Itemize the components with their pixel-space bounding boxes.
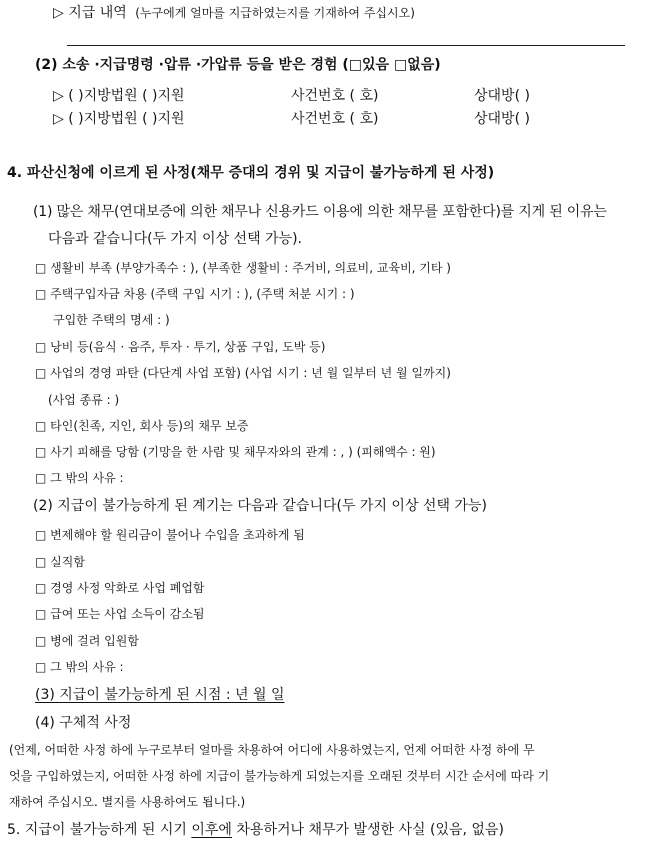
q4-instruction-line: (언제, 어떠한 사정 하에 누구로부터 얼마를 차용하여 어디에 사용하였는지, 언제 어떠한 사정 하에 무 bbox=[9, 743, 535, 757]
q1-heading: (1) 많은 채무(연대보증에 의한 채무나 신용카드 이용에 의한 채무를 포함한다)를 지게 된 이유는 bbox=[33, 204, 607, 220]
checkbox-living-expenses[interactable]: □ 생활비 부족 (부양가족수 : ), (부족한 생활비 : 주거비, 의료비, 교육비, 기타 ) bbox=[35, 261, 451, 275]
q4-heading: (4) 구체적 사정 bbox=[35, 715, 132, 731]
checkbox-unemployed[interactable]: □ 실직함 bbox=[35, 555, 85, 569]
payment-history-hint: (누구에게 얼마를 지급하였는지를 기재하여 주십시오) bbox=[135, 6, 415, 20]
lawsuit-court-field[interactable]: ▷ ( )지방법원 ( )지원 bbox=[53, 111, 185, 127]
lawsuit-party-field[interactable]: 상대방( ) bbox=[474, 111, 530, 127]
checkbox-fraud[interactable]: □ 사기 피해를 당함 (기망을 한 사람 및 채무자와의 관계 : , ) (피해액수 : 원) bbox=[35, 445, 436, 459]
lawsuit-court-field[interactable]: ▷ ( )지방법원 ( )지원 bbox=[53, 88, 185, 104]
section5-text: 차용하거나 채무가 발생한 사실 (있음, 없음) bbox=[231, 822, 504, 838]
q3-insolvency-date[interactable]: (3) 지급이 불가능하게 된 시점 : 년 월 일 bbox=[35, 687, 285, 703]
checkbox-business-failure[interactable]: □ 사업의 경영 파탄 (다단계 사업 포함) (사업 시기 : 년 월 일부터 년 월 일까지) bbox=[35, 366, 451, 380]
checkbox-other-reason[interactable]: □ 그 밖의 사유 : bbox=[35, 471, 124, 485]
business-type-field[interactable]: (사업 종류 : ) bbox=[48, 393, 120, 407]
housing-details-field[interactable]: 구입한 주택의 명세 : ) bbox=[53, 313, 170, 327]
section5-title bbox=[7, 823, 504, 837]
payment-history-line bbox=[53, 6, 415, 20]
payment-history-blank-line bbox=[67, 45, 625, 46]
lawsuit-case-number-field[interactable]: 사건번호 ( 호) bbox=[291, 111, 379, 127]
section5-text: 5. 지급이 불가능하게 된 시기 bbox=[7, 822, 192, 838]
checkbox-waste[interactable]: □ 낭비 등(음식 · 음주, 투자 · 투기, 상품 구입, 도박 등) bbox=[35, 340, 326, 354]
lawsuit-case-number-field[interactable]: 사건번호 ( 호) bbox=[291, 88, 379, 104]
checkbox-housing-loan[interactable]: □ 주택구입자금 차용 (주택 구입 시기 : ), (주택 처분 시기 : ) bbox=[35, 287, 355, 301]
q2-heading: (2) 지급이 불가능하게 된 계기는 다음과 같습니다(두 가지 이상 선택 가능) bbox=[33, 498, 487, 514]
lawsuit-heading: (2) 소송 ·지급명령 ·압류 ·가압류 등을 받은 경험 (□있음 □없음) bbox=[35, 57, 441, 73]
checkbox-business-closed[interactable]: □ 경영 사정 악화로 사업 폐업함 bbox=[35, 581, 205, 595]
checkbox-other-trigger[interactable]: □ 그 밖의 사유 : bbox=[35, 660, 124, 674]
checkbox-guarantee[interactable]: □ 타인(친족, 지인, 회사 등)의 채무 보증 bbox=[35, 419, 249, 433]
lawsuit-party-field[interactable]: 상대방( ) bbox=[474, 88, 530, 104]
q4-instruction-line: 재하여 주십시오. 별지를 사용하여도 됩니다.) bbox=[9, 795, 246, 809]
q1-heading-cont: 다음과 같습니다(두 가지 이상 선택 가능). bbox=[48, 231, 303, 247]
checkbox-income-reduced[interactable]: □ 급여 또는 사업 소득이 감소됨 bbox=[35, 607, 205, 621]
checkbox-interest-exceeds[interactable]: □ 변제해야 할 원리금이 불어나 수입을 초과하게 됨 bbox=[35, 528, 305, 542]
payment-history-label: 지급 내역 bbox=[68, 5, 127, 21]
section5-emphasis: 이후에 bbox=[191, 822, 232, 838]
triangle-bullet-icon: ▷ bbox=[53, 5, 64, 21]
q4-instruction-line: 엇을 구입하였는지, 어떠한 사정 하에 지급이 불가능하게 되었는지를 오래된 것부터 시간 순서에 따라 기 bbox=[9, 769, 550, 783]
checkbox-hospitalized[interactable]: □ 병에 걸려 입원함 bbox=[35, 634, 139, 648]
section4-title: 4. 파산신청에 이르게 된 사정(채무 증대의 경위 및 지급이 불가능하게 된 사정) bbox=[7, 165, 495, 181]
